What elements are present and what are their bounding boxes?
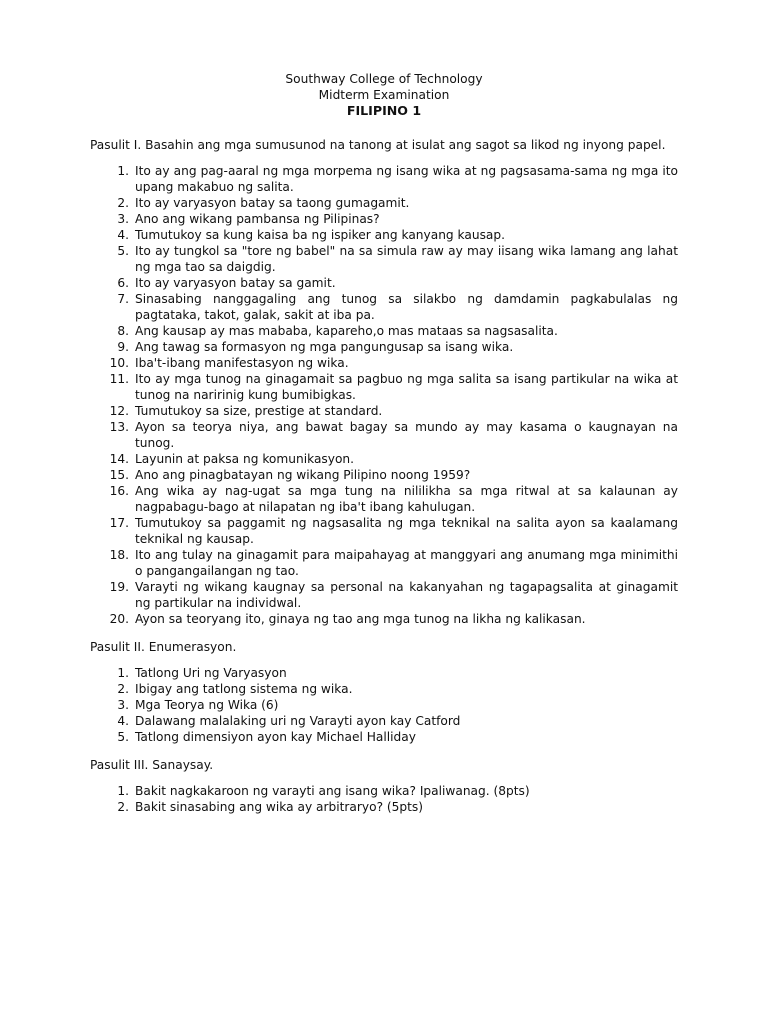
question-text: Tumutukoy sa size, prestige at standard. [135, 403, 383, 418]
question-number: 18. [109, 547, 129, 562]
question-text: Tumutukoy sa kung kaisa ba ng ispiker ang kanyang kausap. [135, 227, 506, 242]
question-text: Ano ang wikang pambansa ng Pilipinas? [135, 211, 380, 226]
question-number: 6. [117, 275, 129, 290]
question-text: Ito ang tulay na ginagamit para maipahayag at manggyari ang anumang mga minimithi o pangangailangan ng tao. [135, 547, 678, 578]
question-item [90, 275, 678, 291]
question-list [90, 783, 678, 815]
question-list [90, 665, 678, 745]
question-text: Tumutukoy sa paggamit ng nagsasalita ng mga teknikal na salita ayon sa kaalamang teknikal ng kausap. [135, 515, 678, 546]
question-item [90, 515, 678, 547]
question-number: 20. [109, 611, 129, 626]
question-text: Tatlong dimensiyon ayon kay Michael Halliday [135, 729, 416, 744]
question-item [90, 339, 678, 355]
question-text: Ito ay ang pag-aaral ng mga morpema ng isang wika at ng pagsasama-sama ng mga ito upang makabuo ng salita. [135, 163, 678, 194]
question-text: Iba't-ibang manifestasyon ng wika. [135, 355, 349, 370]
question-item [90, 681, 678, 697]
question-number: 5. [117, 729, 129, 744]
question-item [90, 697, 678, 713]
exam-title: Midterm Examination [318, 87, 450, 102]
question-item [90, 713, 678, 729]
question-item [90, 371, 678, 403]
question-number: 10. [109, 355, 129, 370]
question-number: 19. [109, 579, 129, 594]
question-item [90, 227, 678, 243]
question-text: Layunin at paksa ng komunikasyon. [135, 451, 355, 466]
section-title: Pasulit II. Enumerasyon. [90, 639, 237, 654]
question-text: Ang wika ay nag-ugat sa mga tung na nililikha sa mga ritwal at sa kalaunan ay nagpabagu-bago at nilapatan ng iba't ibang kahulugan. [135, 483, 678, 514]
question-item [90, 419, 678, 451]
question-number: 14. [109, 451, 129, 466]
exam-sections [90, 137, 678, 815]
question-number: 17. [109, 515, 129, 530]
section-title: Pasulit III. Sanaysay. [90, 757, 214, 772]
question-text: Ayon sa teoryang ito, ginaya ng tao ang mga tunog na likha ng kalikasan. [135, 611, 586, 626]
question-number: 1. [117, 783, 129, 798]
question-number: 8. [117, 323, 129, 338]
question-item [90, 291, 678, 323]
question-text: Ito ay varyasyon batay sa gamit. [135, 275, 336, 290]
question-number: 1. [117, 665, 129, 680]
question-item [90, 665, 678, 681]
question-item [90, 195, 678, 211]
section-title: Pasulit I. Basahin ang mga sumusunod na tanong at isulat ang sagot sa likod ng inyong papel. [90, 137, 666, 152]
question-item [90, 799, 678, 815]
question-item [90, 163, 678, 195]
question-number: 11. [109, 371, 129, 386]
question-number: 15. [109, 467, 129, 482]
question-item [90, 579, 678, 611]
question-number: 9. [117, 339, 129, 354]
question-number: 4. [117, 713, 129, 728]
question-text: Bakit sinasabing ang wika ay arbitraryo? (5pts) [135, 799, 424, 814]
question-number: 2. [117, 681, 129, 696]
question-item [90, 611, 678, 627]
question-text: Ayon sa teorya niya, ang bawat bagay sa mundo ay may kasama o kaugnayan na tunog. [135, 419, 678, 450]
question-text: Ito ay tungkol sa "tore ng babel" na sa simula raw ay may iisang wika lamang ang lahat ng mga tao sa daigdig. [135, 243, 678, 274]
question-text: Mga Teorya ng Wika (6) [135, 697, 279, 712]
question-item [90, 211, 678, 227]
question-text: Bakit nagkakaroon ng varayti ang isang wika? Ipaliwanag. (8pts) [135, 783, 530, 798]
question-item [90, 451, 678, 467]
question-item [90, 483, 678, 515]
question-item [90, 323, 678, 339]
question-number: 7. [117, 291, 129, 306]
question-number: 13. [109, 419, 129, 434]
question-number: 12. [109, 403, 129, 418]
question-item [90, 783, 678, 799]
question-text: Ang kausap ay mas mababa, kapareho,o mas mataas sa nagsasalita. [135, 323, 558, 338]
question-list [90, 163, 678, 627]
question-text: Ibigay ang tatlong sistema ng wika. [135, 681, 353, 696]
question-number: 2. [117, 799, 129, 814]
question-text: Dalawang malalaking uri ng Varayti ayon kay Catford [135, 713, 461, 728]
question-text: Tatlong Uri ng Varyasyon [135, 665, 287, 680]
document-header [90, 72, 678, 119]
question-item [90, 729, 678, 745]
question-number: 16. [109, 483, 129, 498]
question-text: Ito ay mga tunog na ginagamait sa pagbuo ng mga salita sa isang partikular na wika at tunog na naririnig kung bumibigkas. [135, 371, 678, 402]
question-number: 3. [117, 211, 129, 226]
question-number: 2. [117, 195, 129, 210]
question-item [90, 403, 678, 419]
question-text: Ang tawag sa formasyon ng mga pangungusap sa isang wika. [135, 339, 514, 354]
question-number: 5. [117, 243, 129, 258]
question-text: Ano ang pinagbatayan ng wikang Pilipino noong 1959? [135, 467, 471, 482]
question-text: Sinasabing nanggagaling ang tunog sa silakbo ng damdamin pagkabulalas ng pagtataka, takot, galak, sakit at iba pa. [135, 291, 678, 322]
question-number: 1. [117, 163, 129, 178]
question-number: 3. [117, 697, 129, 712]
question-text: Ito ay varyasyon batay sa taong gumagamit. [135, 195, 410, 210]
school-name: Southway College of Technology [285, 72, 483, 86]
course-title: FILIPINO 1 [346, 103, 422, 118]
question-text: Varayti ng wikang kaugnay sa personal na kakanyahan ng tagapagsalita at ginagamit ng partikular na individwal. [135, 579, 678, 610]
question-item [90, 243, 678, 275]
question-item [90, 355, 678, 371]
question-item [90, 467, 678, 483]
question-item [90, 547, 678, 579]
question-number: 4. [117, 227, 129, 242]
